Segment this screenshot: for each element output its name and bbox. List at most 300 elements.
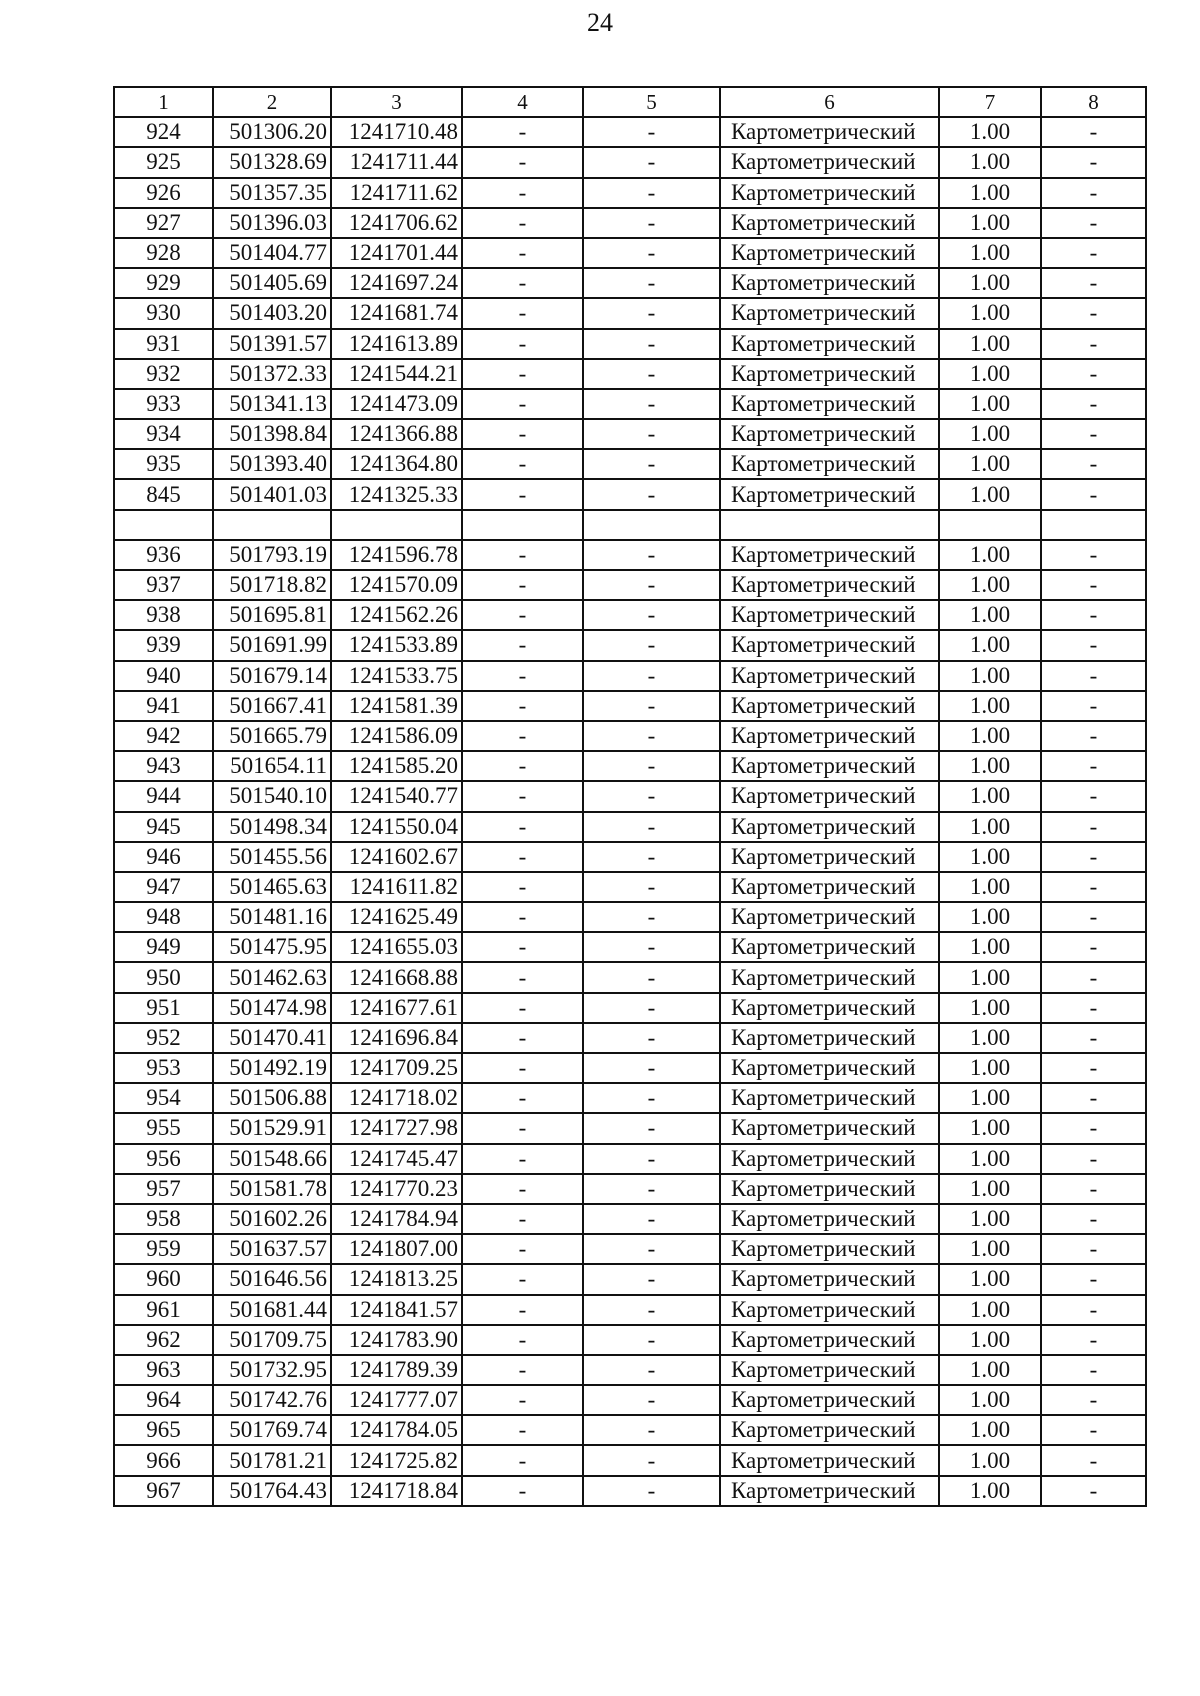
method-cell: Картометрический: [720, 540, 939, 570]
method-cell: Картометрический: [720, 268, 939, 298]
method-cell: Картометрический: [720, 600, 939, 630]
y-coordinate-cell: 1241807.00: [331, 1234, 462, 1264]
accuracy-cell: 1.00: [939, 329, 1041, 359]
y-coordinate-cell: 1241718.02: [331, 1083, 462, 1113]
method-cell: Картометрический: [720, 842, 939, 872]
method-cell: Картометрический: [720, 329, 939, 359]
accuracy-cell: 1.00: [939, 479, 1041, 509]
col-5-cell: -: [583, 781, 720, 811]
table-row: [114, 1234, 1146, 1264]
table-row: [114, 1053, 1146, 1083]
table-row: [114, 1144, 1146, 1174]
x-coordinate-cell: 501481.16: [213, 902, 331, 932]
col-4-cell: -: [462, 1083, 583, 1113]
col-4-cell: -: [462, 842, 583, 872]
table-header: [114, 87, 1146, 117]
table-row: [114, 902, 1146, 932]
table-row: [114, 1264, 1146, 1294]
accuracy-cell: 1.00: [939, 781, 1041, 811]
y-coordinate-cell: 1241533.75: [331, 661, 462, 691]
y-coordinate-cell: 1241706.62: [331, 208, 462, 238]
col-5-cell: -: [583, 298, 720, 328]
method-cell: Картометрический: [720, 1174, 939, 1204]
point-number-cell: 927: [114, 208, 213, 238]
col-5-cell: -: [583, 661, 720, 691]
empty-cell: [114, 510, 213, 540]
method-cell: Картометрический: [720, 812, 939, 842]
col-4-cell: -: [462, 1476, 583, 1506]
point-number-cell: 956: [114, 1144, 213, 1174]
col-5-cell: -: [583, 359, 720, 389]
x-coordinate-cell: 501548.66: [213, 1144, 331, 1174]
accuracy-cell: 1.00: [939, 812, 1041, 842]
column-header-3: 3: [331, 87, 462, 117]
accuracy-cell: 1.00: [939, 1264, 1041, 1294]
point-number-cell: 952: [114, 1023, 213, 1053]
x-coordinate-cell: 501769.74: [213, 1415, 331, 1445]
header-row: [114, 87, 1146, 117]
table-row: [114, 721, 1146, 751]
col-4-cell: -: [462, 329, 583, 359]
col-8-cell: -: [1041, 661, 1146, 691]
y-coordinate-cell: 1241770.23: [331, 1174, 462, 1204]
col-4-cell: -: [462, 238, 583, 268]
col-4-cell: -: [462, 1385, 583, 1415]
col-8-cell: -: [1041, 208, 1146, 238]
col-5-cell: -: [583, 1385, 720, 1415]
y-coordinate-cell: 1241677.61: [331, 993, 462, 1023]
point-number-cell: 954: [114, 1083, 213, 1113]
method-cell: Картометрический: [720, 661, 939, 691]
table-row: [114, 268, 1146, 298]
point-number-cell: 962: [114, 1325, 213, 1355]
col-8-cell: -: [1041, 1083, 1146, 1113]
col-5-cell: -: [583, 812, 720, 842]
y-coordinate-cell: 1241725.82: [331, 1445, 462, 1475]
y-coordinate-cell: 1241562.26: [331, 600, 462, 630]
table-row: [114, 147, 1146, 177]
accuracy-cell: 1.00: [939, 449, 1041, 479]
x-coordinate-cell: 501718.82: [213, 570, 331, 600]
col-5-cell: -: [583, 178, 720, 208]
accuracy-cell: 1.00: [939, 1234, 1041, 1264]
y-coordinate-cell: 1241540.77: [331, 781, 462, 811]
point-number-cell: 941: [114, 691, 213, 721]
method-cell: Картометрический: [720, 993, 939, 1023]
table-row: [114, 1445, 1146, 1475]
col-5-cell: -: [583, 1023, 720, 1053]
y-coordinate-cell: 1241783.90: [331, 1325, 462, 1355]
y-coordinate-cell: 1241701.44: [331, 238, 462, 268]
method-cell: Картометрический: [720, 1415, 939, 1445]
column-header-7: 7: [939, 87, 1041, 117]
accuracy-cell: 1.00: [939, 691, 1041, 721]
table-row: [114, 1083, 1146, 1113]
accuracy-cell: 1.00: [939, 1295, 1041, 1325]
y-coordinate-cell: 1241711.62: [331, 178, 462, 208]
x-coordinate-cell: 501498.34: [213, 812, 331, 842]
col-5-cell: -: [583, 842, 720, 872]
method-cell: Картометрический: [720, 1083, 939, 1113]
point-number-cell: 950: [114, 962, 213, 992]
col-4-cell: -: [462, 208, 583, 238]
method-cell: Картометрический: [720, 691, 939, 721]
col-4-cell: -: [462, 721, 583, 751]
col-8-cell: -: [1041, 1445, 1146, 1475]
point-number-cell: 934: [114, 419, 213, 449]
col-4-cell: -: [462, 1295, 583, 1325]
point-number-cell: 963: [114, 1355, 213, 1385]
point-number-cell: 940: [114, 661, 213, 691]
x-coordinate-cell: 501357.35: [213, 178, 331, 208]
y-coordinate-cell: 1241586.09: [331, 721, 462, 751]
x-coordinate-cell: 501667.41: [213, 691, 331, 721]
x-coordinate-cell: 501681.44: [213, 1295, 331, 1325]
accuracy-cell: 1.00: [939, 238, 1041, 268]
point-number-cell: 949: [114, 932, 213, 962]
x-coordinate-cell: 501732.95: [213, 1355, 331, 1385]
col-8-cell: -: [1041, 630, 1146, 660]
col-4-cell: -: [462, 1174, 583, 1204]
x-coordinate-cell: 501403.20: [213, 298, 331, 328]
col-5-cell: -: [583, 1083, 720, 1113]
method-cell: Картометрический: [720, 1476, 939, 1506]
method-cell: Картометрический: [720, 1053, 939, 1083]
point-number-cell: 960: [114, 1264, 213, 1294]
x-coordinate-cell: 501540.10: [213, 781, 331, 811]
table-row: [114, 661, 1146, 691]
column-header-6: 6: [720, 87, 939, 117]
y-coordinate-cell: 1241325.33: [331, 479, 462, 509]
col-4-cell: -: [462, 479, 583, 509]
col-8-cell: -: [1041, 540, 1146, 570]
col-8-cell: -: [1041, 932, 1146, 962]
col-8-cell: -: [1041, 449, 1146, 479]
accuracy-cell: 1.00: [939, 1023, 1041, 1053]
col-4-cell: -: [462, 630, 583, 660]
accuracy-cell: 1.00: [939, 389, 1041, 419]
table-row: [114, 1295, 1146, 1325]
x-coordinate-cell: 501646.56: [213, 1264, 331, 1294]
y-coordinate-cell: 1241613.89: [331, 329, 462, 359]
col-8-cell: -: [1041, 1355, 1146, 1385]
point-number-cell: 947: [114, 872, 213, 902]
col-4-cell: -: [462, 449, 583, 479]
col-8-cell: -: [1041, 238, 1146, 268]
y-coordinate-cell: 1241841.57: [331, 1295, 462, 1325]
y-coordinate-cell: 1241813.25: [331, 1264, 462, 1294]
point-number-cell: 845: [114, 479, 213, 509]
y-coordinate-cell: 1241784.94: [331, 1204, 462, 1234]
method-cell: Картометрический: [720, 1023, 939, 1053]
accuracy-cell: 1.00: [939, 962, 1041, 992]
point-number-cell: 958: [114, 1204, 213, 1234]
point-number-cell: 964: [114, 1385, 213, 1415]
col-4-cell: -: [462, 1113, 583, 1143]
point-number-cell: 933: [114, 389, 213, 419]
point-number-cell: 965: [114, 1415, 213, 1445]
accuracy-cell: 1.00: [939, 540, 1041, 570]
accuracy-cell: 1.00: [939, 419, 1041, 449]
col-4-cell: -: [462, 117, 583, 147]
accuracy-cell: 1.00: [939, 1476, 1041, 1506]
col-4-cell: -: [462, 268, 583, 298]
point-number-cell: 944: [114, 781, 213, 811]
y-coordinate-cell: 1241697.24: [331, 268, 462, 298]
x-coordinate-cell: 501679.14: [213, 661, 331, 691]
col-5-cell: -: [583, 691, 720, 721]
method-cell: Картометрический: [720, 1445, 939, 1475]
col-8-cell: -: [1041, 1234, 1146, 1264]
point-number-cell: 961: [114, 1295, 213, 1325]
accuracy-cell: 1.00: [939, 902, 1041, 932]
col-8-cell: -: [1041, 1053, 1146, 1083]
accuracy-cell: 1.00: [939, 1174, 1041, 1204]
empty-cell: [720, 510, 939, 540]
x-coordinate-cell: 501398.84: [213, 419, 331, 449]
x-coordinate-cell: 501581.78: [213, 1174, 331, 1204]
method-cell: Картометрический: [720, 419, 939, 449]
col-5-cell: -: [583, 389, 720, 419]
col-8-cell: -: [1041, 298, 1146, 328]
point-number-cell: 967: [114, 1476, 213, 1506]
method-cell: Картометрический: [720, 1113, 939, 1143]
col-8-cell: -: [1041, 993, 1146, 1023]
point-number-cell: 936: [114, 540, 213, 570]
table-row: [114, 1204, 1146, 1234]
x-coordinate-cell: 501393.40: [213, 449, 331, 479]
col-5-cell: -: [583, 600, 720, 630]
table-row: [114, 359, 1146, 389]
point-number-cell: 925: [114, 147, 213, 177]
y-coordinate-cell: 1241784.05: [331, 1415, 462, 1445]
method-cell: Картометрический: [720, 781, 939, 811]
table-row: [114, 751, 1146, 781]
col-5-cell: -: [583, 419, 720, 449]
col-5-cell: -: [583, 1174, 720, 1204]
col-5-cell: -: [583, 993, 720, 1023]
x-coordinate-cell: 501401.03: [213, 479, 331, 509]
coordinates-table: [113, 86, 1147, 1507]
column-header-4: 4: [462, 87, 583, 117]
accuracy-cell: 1.00: [939, 661, 1041, 691]
col-4-cell: -: [462, 359, 583, 389]
col-8-cell: -: [1041, 1023, 1146, 1053]
col-4-cell: -: [462, 812, 583, 842]
col-5-cell: -: [583, 1264, 720, 1294]
col-8-cell: -: [1041, 1174, 1146, 1204]
table-row: [114, 208, 1146, 238]
accuracy-cell: 1.00: [939, 993, 1041, 1023]
x-coordinate-cell: 501742.76: [213, 1385, 331, 1415]
table-row: [114, 298, 1146, 328]
accuracy-cell: 1.00: [939, 117, 1041, 147]
col-5-cell: -: [583, 329, 720, 359]
x-coordinate-cell: 501529.91: [213, 1113, 331, 1143]
col-5-cell: -: [583, 751, 720, 781]
x-coordinate-cell: 501691.99: [213, 630, 331, 660]
y-coordinate-cell: 1241789.39: [331, 1355, 462, 1385]
accuracy-cell: 1.00: [939, 178, 1041, 208]
point-number-cell: 929: [114, 268, 213, 298]
x-coordinate-cell: 501462.63: [213, 962, 331, 992]
accuracy-cell: 1.00: [939, 1083, 1041, 1113]
col-4-cell: -: [462, 1053, 583, 1083]
col-4-cell: -: [462, 600, 583, 630]
col-4-cell: -: [462, 902, 583, 932]
y-coordinate-cell: 1241611.82: [331, 872, 462, 902]
col-5-cell: -: [583, 1144, 720, 1174]
method-cell: Картометрический: [720, 1264, 939, 1294]
col-8-cell: -: [1041, 1264, 1146, 1294]
y-coordinate-cell: 1241570.09: [331, 570, 462, 600]
y-coordinate-cell: 1241727.98: [331, 1113, 462, 1143]
col-8-cell: -: [1041, 812, 1146, 842]
y-coordinate-cell: 1241585.20: [331, 751, 462, 781]
y-coordinate-cell: 1241533.89: [331, 630, 462, 660]
method-cell: Картометрический: [720, 1325, 939, 1355]
method-cell: Картометрический: [720, 449, 939, 479]
point-number-cell: 966: [114, 1445, 213, 1475]
table-row: [114, 389, 1146, 419]
method-cell: Картометрический: [720, 932, 939, 962]
col-8-cell: -: [1041, 117, 1146, 147]
table-row: [114, 1415, 1146, 1445]
empty-cell: [213, 510, 331, 540]
col-4-cell: -: [462, 1325, 583, 1355]
col-8-cell: -: [1041, 1144, 1146, 1174]
col-5-cell: -: [583, 1355, 720, 1385]
col-8-cell: -: [1041, 751, 1146, 781]
col-4-cell: -: [462, 389, 583, 419]
x-coordinate-cell: 501793.19: [213, 540, 331, 570]
col-8-cell: -: [1041, 479, 1146, 509]
x-coordinate-cell: 501506.88: [213, 1083, 331, 1113]
table-row: [114, 419, 1146, 449]
col-4-cell: -: [462, 1204, 583, 1234]
table-body: [114, 117, 1146, 1506]
x-coordinate-cell: 501328.69: [213, 147, 331, 177]
x-coordinate-cell: 501492.19: [213, 1053, 331, 1083]
point-number-cell: 937: [114, 570, 213, 600]
y-coordinate-cell: 1241777.07: [331, 1385, 462, 1415]
x-coordinate-cell: 501404.77: [213, 238, 331, 268]
method-cell: Картометрический: [720, 479, 939, 509]
col-4-cell: -: [462, 147, 583, 177]
col-5-cell: -: [583, 1295, 720, 1325]
x-coordinate-cell: 501306.20: [213, 117, 331, 147]
table-row: [114, 781, 1146, 811]
col-4-cell: -: [462, 1144, 583, 1174]
x-coordinate-cell: 501475.95: [213, 932, 331, 962]
method-cell: Картометрический: [720, 1295, 939, 1325]
table-row: [114, 178, 1146, 208]
x-coordinate-cell: 501372.33: [213, 359, 331, 389]
col-8-cell: -: [1041, 600, 1146, 630]
method-cell: Картометрический: [720, 1355, 939, 1385]
point-number-cell: 930: [114, 298, 213, 328]
col-4-cell: -: [462, 419, 583, 449]
table-row: [114, 962, 1146, 992]
col-4-cell: -: [462, 932, 583, 962]
table-row: [114, 479, 1146, 509]
method-cell: Картометрический: [720, 872, 939, 902]
accuracy-cell: 1.00: [939, 359, 1041, 389]
y-coordinate-cell: 1241581.39: [331, 691, 462, 721]
accuracy-cell: 1.00: [939, 600, 1041, 630]
col-8-cell: -: [1041, 902, 1146, 932]
col-8-cell: -: [1041, 419, 1146, 449]
col-4-cell: -: [462, 1023, 583, 1053]
accuracy-cell: 1.00: [939, 932, 1041, 962]
x-coordinate-cell: 501602.26: [213, 1204, 331, 1234]
column-header-8: 8: [1041, 87, 1146, 117]
point-number-cell: 943: [114, 751, 213, 781]
col-5-cell: -: [583, 208, 720, 238]
method-cell: Картометрический: [720, 902, 939, 932]
x-coordinate-cell: 501665.79: [213, 721, 331, 751]
col-8-cell: -: [1041, 842, 1146, 872]
col-8-cell: -: [1041, 872, 1146, 902]
accuracy-cell: 1.00: [939, 1144, 1041, 1174]
table-row: [114, 570, 1146, 600]
col-4-cell: -: [462, 751, 583, 781]
table-row: [114, 600, 1146, 630]
empty-cell: [462, 510, 583, 540]
table-row: [114, 238, 1146, 268]
accuracy-cell: 1.00: [939, 1053, 1041, 1083]
col-4-cell: -: [462, 298, 583, 328]
col-8-cell: -: [1041, 962, 1146, 992]
col-4-cell: -: [462, 1234, 583, 1264]
table-row: [114, 993, 1146, 1023]
method-cell: Картометрический: [720, 1385, 939, 1415]
method-cell: Картометрический: [720, 751, 939, 781]
col-8-cell: -: [1041, 781, 1146, 811]
page-number: 24: [587, 8, 613, 37]
point-number-cell: 939: [114, 630, 213, 660]
y-coordinate-cell: 1241711.44: [331, 147, 462, 177]
x-coordinate-cell: 501391.57: [213, 329, 331, 359]
point-number-cell: 959: [114, 1234, 213, 1264]
col-4-cell: -: [462, 661, 583, 691]
col-5-cell: -: [583, 147, 720, 177]
col-5-cell: -: [583, 1053, 720, 1083]
y-coordinate-cell: 1241596.78: [331, 540, 462, 570]
point-number-cell: 945: [114, 812, 213, 842]
y-coordinate-cell: 1241681.74: [331, 298, 462, 328]
empty-cell: [331, 510, 462, 540]
point-number-cell: 926: [114, 178, 213, 208]
method-cell: Картометрический: [720, 208, 939, 238]
col-4-cell: -: [462, 570, 583, 600]
col-5-cell: -: [583, 1234, 720, 1264]
method-cell: Картометрический: [720, 721, 939, 751]
y-coordinate-cell: 1241602.67: [331, 842, 462, 872]
table-row: [114, 1355, 1146, 1385]
x-coordinate-cell: 501654.11: [213, 751, 331, 781]
col-5-cell: -: [583, 268, 720, 298]
col-4-cell: -: [462, 1355, 583, 1385]
table-row: [114, 812, 1146, 842]
y-coordinate-cell: 1241709.25: [331, 1053, 462, 1083]
table-row: [114, 691, 1146, 721]
col-5-cell: -: [583, 1445, 720, 1475]
col-5-cell: -: [583, 902, 720, 932]
col-5-cell: -: [583, 570, 720, 600]
col-5-cell: -: [583, 932, 720, 962]
y-coordinate-cell: 1241655.03: [331, 932, 462, 962]
